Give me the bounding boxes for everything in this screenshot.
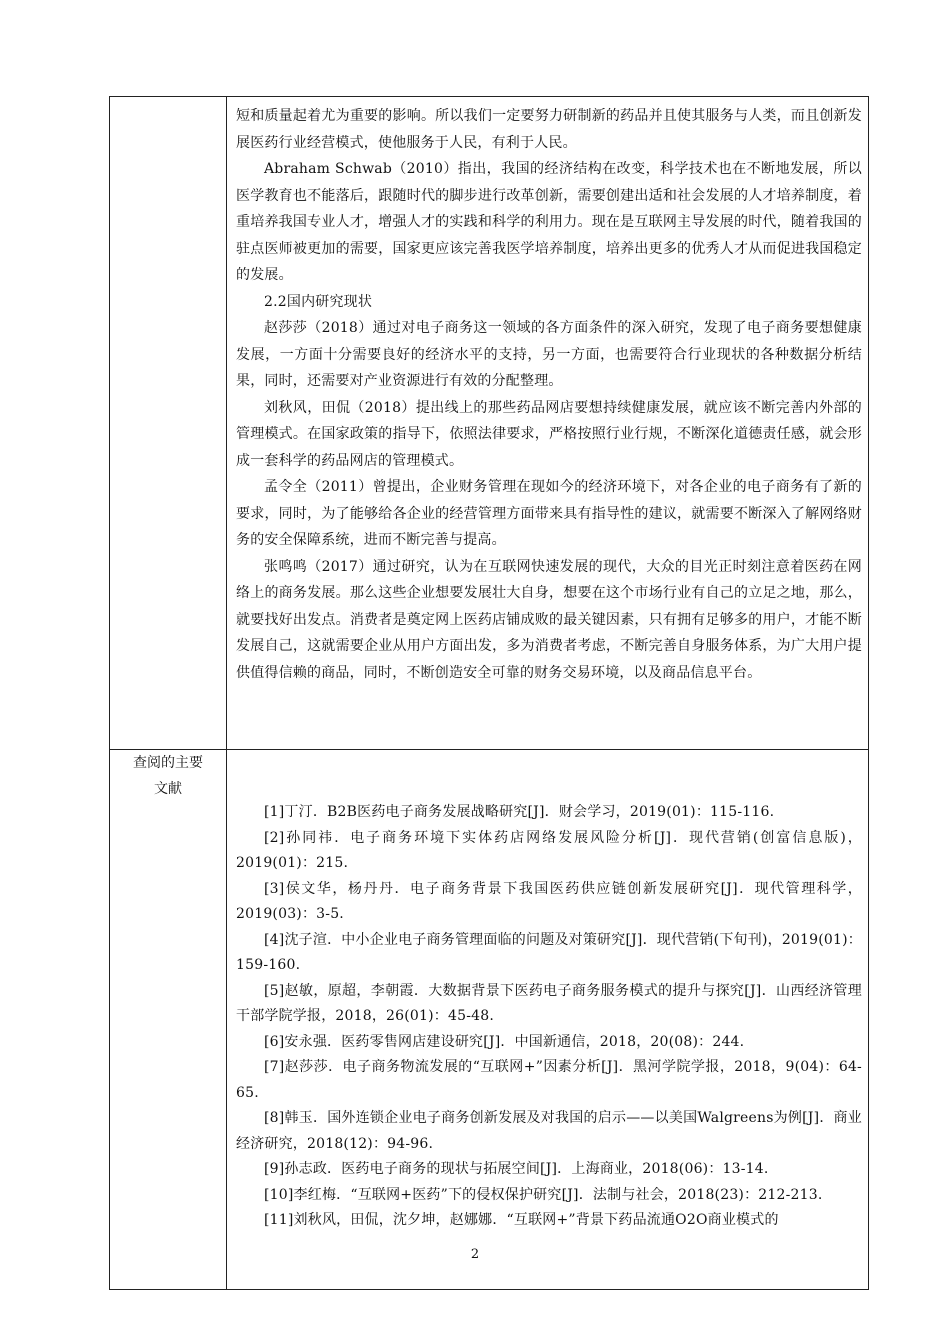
references-content xyxy=(227,750,869,1290)
reference-item: [2]孙同祎．电子商务环境下实体药店网络发展风险分析[J]．现代营销(创富信息版)，2019(01)：215. xyxy=(236,829,862,871)
paragraph-liu: 刘秋风，田侃（2018）提出线上的那些药品网店要想持续健康发展，就应该不断完善内外部的管理模式。在国家政策的指导下，依照法律要求，严格按照行业行规，不断深化道德责任感，就会形成一套科学的药品网店的管理模式。 xyxy=(236,399,862,469)
reference-item: [4]沈子渲．中小企业电子商务管理面临的问题及对策研究[J]．现代营销(下旬刊)，2019(01)：159-160. xyxy=(236,931,862,973)
references-label-line1: 查阅的主要 xyxy=(133,755,203,771)
paragraph-schwab: Abraham Schwab（2010）指出，我国的经济结构在改变，科学技术也在不断地发展，所以医学教育也不能落后，跟随时代的脚步进行改革创新，需要创建出适和社会发展的人才培养制度，着重培养我国专业人才，增强人才的实践和科学的利用力。现在是互联网主导发展的时代，随着我国的驻点医师被更加的需要，国家更应该完善我医学培养制度，培养出更多的优秀人才从而促进我国稳定的发展。 xyxy=(236,161,862,283)
paragraph-zhang: 张鸣鸣（2017）通过研究，认为在互联网快速发展的现代，大众的目光正时刻注意着医药在网络上的商务发展。那么这些企业想要发展壮大自身，想要在这个市场行业有自己的立足之地，那么，就要找好出发点。消费者是奠定网上医药店铺成败的最关键因素，只有拥有足够多的用户，才能不断发展自己，这就需要企业从用户方面出发，多为消费者考虑，不断完善自身服务体系，为广大用户提供值得信赖的商品，同时，不断创造安全可靠的财务交易环境，以及商品信息平台。 xyxy=(236,558,862,681)
paragraph-zhao: 赵莎莎（2018）通过对电子商务这一领域的各方面条件的深入研究，发现了电子商务要想健康发展，一方面十分需要良好的经济水平的支持，另一方面，也需要符合行业现状的各种数据分析结果，同时，还需要对产业资源进行有效的分配整理。 xyxy=(236,320,862,389)
report-table xyxy=(109,96,869,1290)
reference-item: [9]孙志政．医药电子商务的现状与拓展空间[J]．上海商业，2018(06)：13-14. xyxy=(264,1161,769,1177)
reference-item: [7]赵莎莎．电子商务物流发展的“互联网+”因素分析[J]．黑河学院学报，2018，9(04)：64-65. xyxy=(236,1059,862,1101)
page-number: 2 xyxy=(470,1247,480,1262)
research-status-content xyxy=(227,97,869,750)
reference-item: [11]刘秋风，田侃，沈夕坤，赵娜娜．“互联网+”背景下药品流通O2O商业模式的 xyxy=(264,1212,779,1228)
paragraph-continuation: 短和质量起着尤为重要的影响。所以我们一定要努力研制新的药品并且使其服务与人类，而且创新发展医药行业经营模式，使他服务于人民，有利于人民。 xyxy=(236,108,862,151)
references-label xyxy=(118,750,218,802)
section-heading-domestic-research: 2.2国内研究现状 xyxy=(264,293,373,310)
reference-item: [5]赵敏，原超，李朝霞．大数据背景下医药电子商务服务模式的提升与探究[J]．山西经济管理干部学院学报，2018，26(01)：45-48. xyxy=(236,982,862,1024)
reference-item: [3]侯文华，杨丹丹．电子商务背景下我国医药供应链创新发展研究[J]．现代管理科学，2019(03)：3-5. xyxy=(236,880,862,922)
references-label-line2: 文献 xyxy=(154,781,182,797)
reference-item: [8]韩玉．国外连锁企业电子商务创新发展及对我国的启示——以美国Walgreens为例[J]．商业经济研究，2018(12)：94-96. xyxy=(236,1110,862,1152)
references-row xyxy=(110,750,869,1290)
paragraph-meng: 孟令全（2011）曾提出，企业财务管理在现如今的经济环境下，对各企业的电子商务有了新的要求，同时，为了能够给各企业的经营管理方面带来具有指导性的建议，就需要不断深入了解网络财务的安全保障系统，进而不断完善与提高。 xyxy=(236,479,862,548)
reference-item: [1]丁汀．B2B医药电子商务发展战略研究[J]．财会学习，2019(01)：115-116. xyxy=(264,804,775,820)
reference-item: [6]安永强．医药零售网店建设研究[J]．中国新通信，2018，20(08)：244. xyxy=(264,1033,745,1050)
references-label-cell xyxy=(110,750,227,1290)
research-status-row xyxy=(110,97,869,750)
reference-item: [10]李红梅．“互联网+医药”下的侵权保护研究[J]．法制与社会，2018(23)：212-213. xyxy=(264,1186,823,1203)
research-status-label-cell xyxy=(110,97,227,750)
